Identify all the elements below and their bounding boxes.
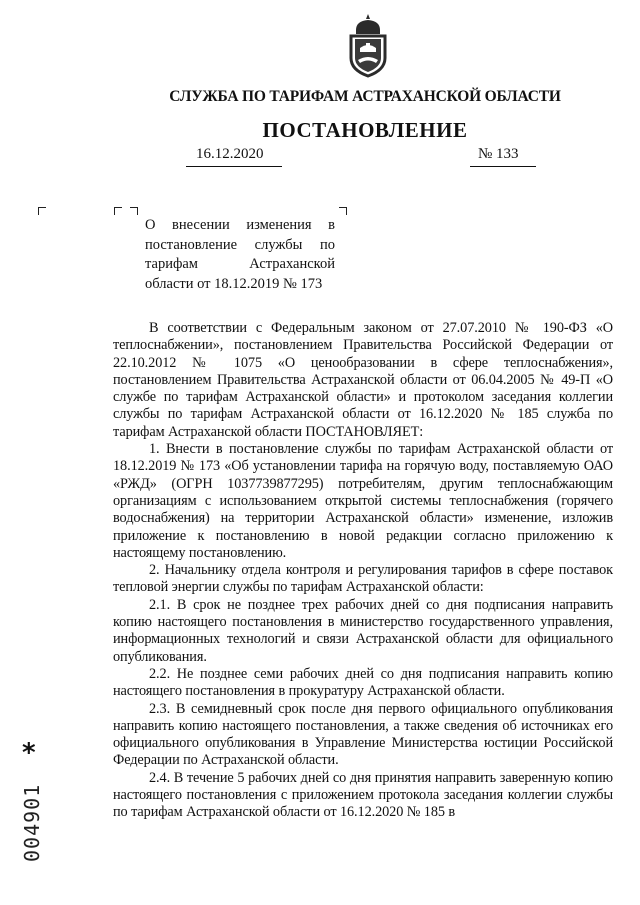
- body-paragraph: 2.1. В срок не позднее трех рабочих дней со дня подписания направить копию настоящего постановления в министерство государственного управления, информационных технологий и связи Астраханской области для официального опубликования.: [113, 596, 613, 665]
- corner-mark: [114, 207, 122, 215]
- organization-title: СЛУЖБА ПО ТАРИФАМ АСТРАХАНСКОЙ ОБЛАСТИ: [169, 88, 561, 105]
- body-paragraph: 2.3. В семидневный срок после дня первого официального опубликования направить копию настоящего постановления, а также сведения об источниках его официального опубликования в Управление Министерства юстиции Российской Федерации по Астраханской области.: [113, 700, 613, 769]
- document-type-heading: ПОСТАНОВЛЕНИЕ: [262, 118, 468, 142]
- document-number: № 133: [478, 146, 519, 162]
- body-paragraph: 2.4. В течение 5 рабочих дней со дня принятия направить заверенную копию настоящего постановления с приложением протокола заседания коллегии службы по тарифам Астраханской области от 16.12.2020 № 185 в: [113, 769, 613, 821]
- body-paragraph: 1. Внести в постановление службы по тарифам Астраханской области от 18.12.2019 № 173 «Об установлении тарифа на горячую воду, поставляемую ОАО «РЖД» (ОГРН 1037739877295) потребителям, другим теплоснабжающим организациям с использованием открытой системы теплоснабжения (горячего водоснабжения) на территории Астраханской области» изменение, изложив приложение к постановлению в новой редакции согласно приложению к настоящему постановлению.: [113, 441, 613, 561]
- coat-of-arms-icon: [346, 12, 390, 78]
- corner-mark: [38, 207, 46, 215]
- corner-mark: [339, 207, 347, 215]
- body-paragraph: 2. Начальнику отдела контроля и регулирования тарифов в сфере поставок тепловой энергии службы по тарифам Астраханской области:: [113, 562, 613, 596]
- corner-mark: [130, 207, 138, 215]
- document-subject: О внесении изменения в постановление службы по тарифам Астраханской области от 18.12.2019 № 173: [145, 217, 335, 292]
- stamp-asterisk: *: [22, 738, 36, 768]
- body-paragraph: 2.2. Не позднее семи рабочих дней со дня подписания направить копию настоящего постановления в прокуратуру Астраханской области.: [113, 665, 613, 700]
- registration-stamp-number: 004901: [20, 783, 44, 862]
- number-underline: [470, 166, 536, 167]
- document-date: 16.12.2020: [196, 146, 264, 162]
- date-underline: [186, 166, 282, 167]
- body-paragraph: В соответствии с Федеральным законом от 27.07.2010 № 190-ФЗ «О теплоснабжении», постановлением Правительства Российской Федерации от 22.10.2012 № 1075 «О ценообразовании в сфере теплоснабжения», постановлением Правительства Астраханской области от 06.04.2005 № 49-П «О службе по тарифам Астраханской области» и протоколом заседания коллегии службы по тарифам Астраханской области от 16.12.2020 № 185 служба по тарифам Астраханской области ПОСТАНОВЛЯЕТ:: [113, 320, 613, 440]
- document-body: [113, 320, 613, 822]
